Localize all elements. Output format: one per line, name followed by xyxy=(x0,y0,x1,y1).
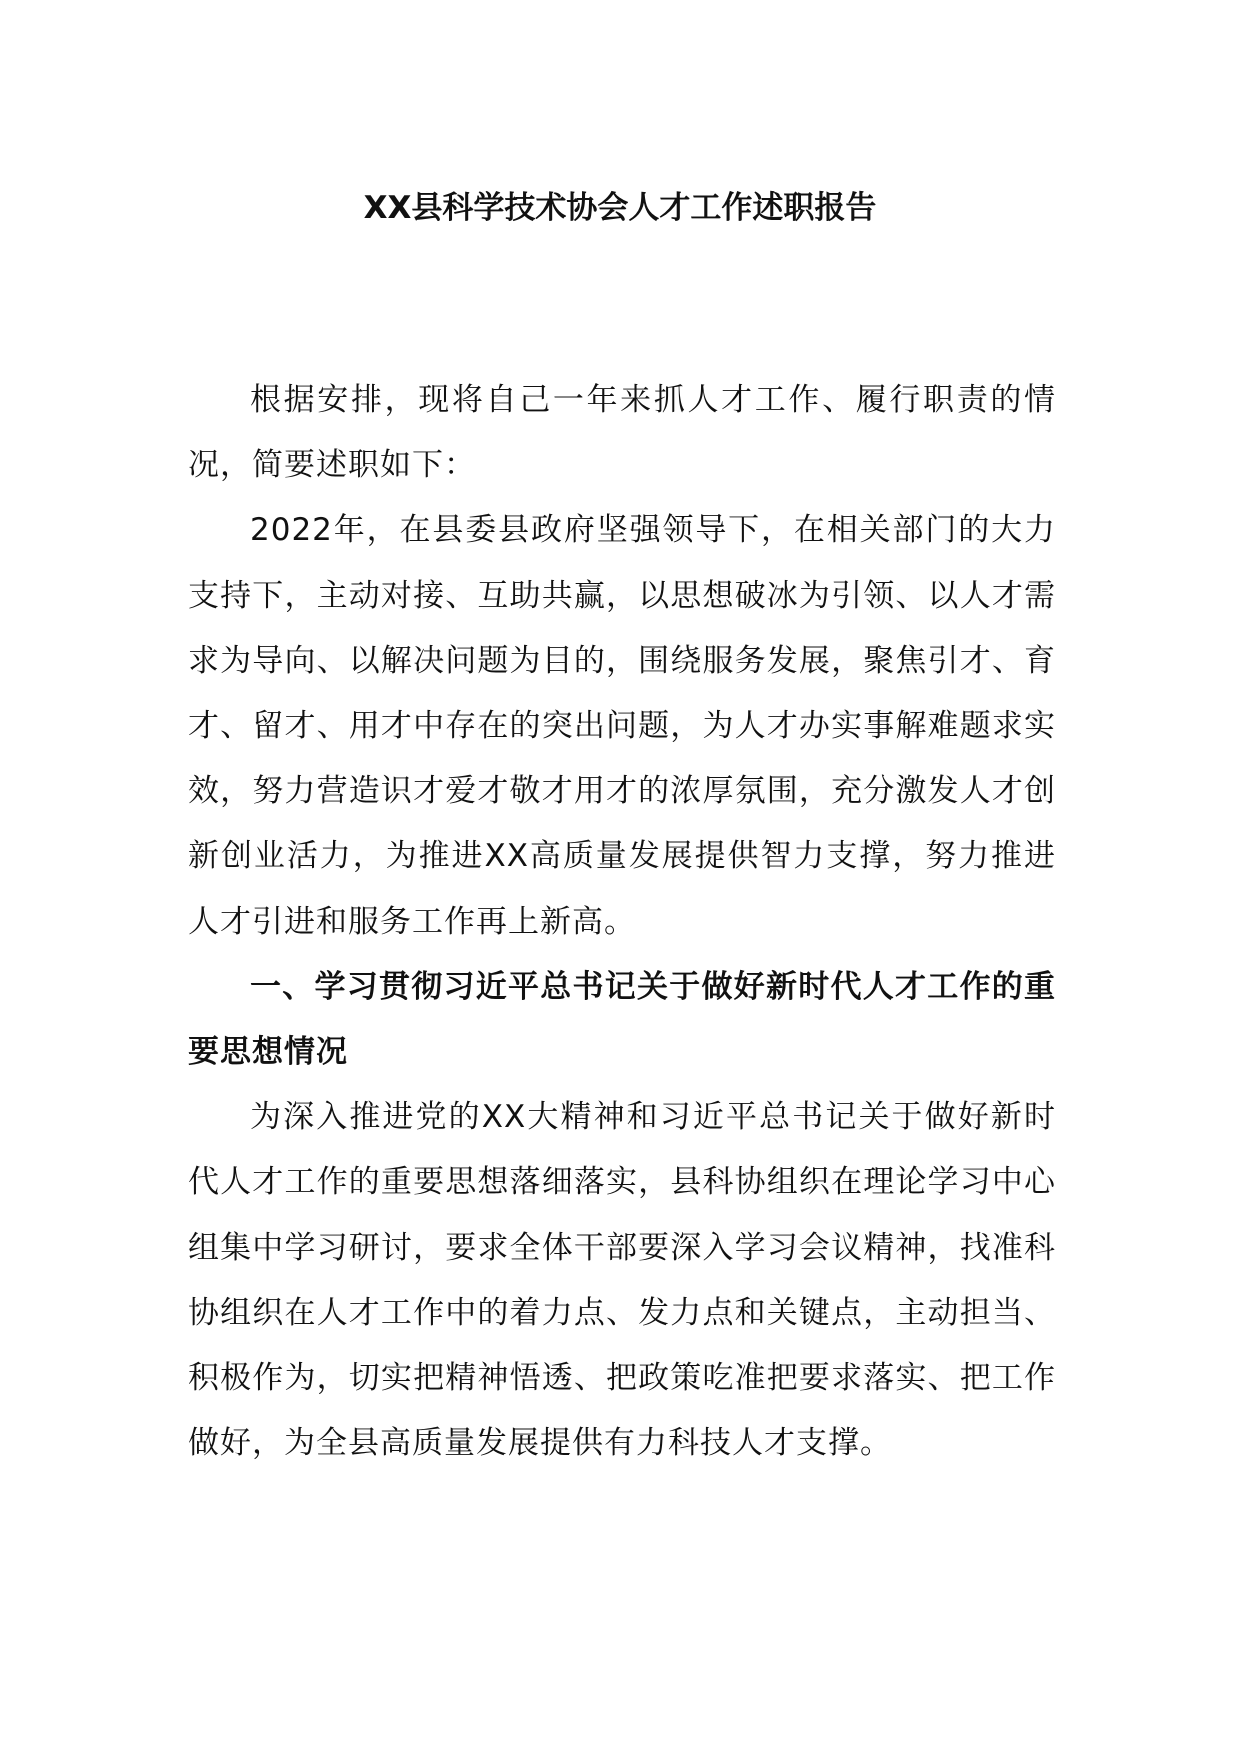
document-title: XX县科学技术协会人才工作述职报告 xyxy=(363,190,877,226)
section-heading: 一、学习贯彻习近平总书记关于做好新时代人才工作的重要思想情况 xyxy=(188,968,1056,1071)
summary-paragraph: 2022年，在县委县政府坚强领导下，在相关部门的大力支持下，主动对接、互助共赢，以思想破冰为引领、以人才需求为导向、以解决问题为目的，围绕服务发展，聚焦引才、育才、留才、用才中存在的突出问题，为人才办实事解难题求实效，努力营造识才爱才敬才用才的浓厚氛围，充分激发人才创新创业活力，为推进XX高质量发展提供智力支撑，努力推进人才引进和服务工作再上新高。 xyxy=(188,512,1056,940)
document-body xyxy=(188,368,1056,1476)
intro-paragraph: 根据安排，现将自己一年来抓人才工作、履行职责的情况，简要述职如下： xyxy=(188,382,1056,484)
section-paragraph: 为深入推进党的XX大精神和习近平总书记关于做好新时代人才工作的重要思想落细落实，县科协组织在理论学习中心组集中学习研讨，要求全体干部要深入学习会议精神，找准科协组织在人才工作中的着力点、发力点和关键点，主动担当、积极作为，切实把精神悟透、把政策吃准把要求落实、把工作做好，为全县高质量发展提供有力科技人才支撑。 xyxy=(188,1099,1056,1462)
